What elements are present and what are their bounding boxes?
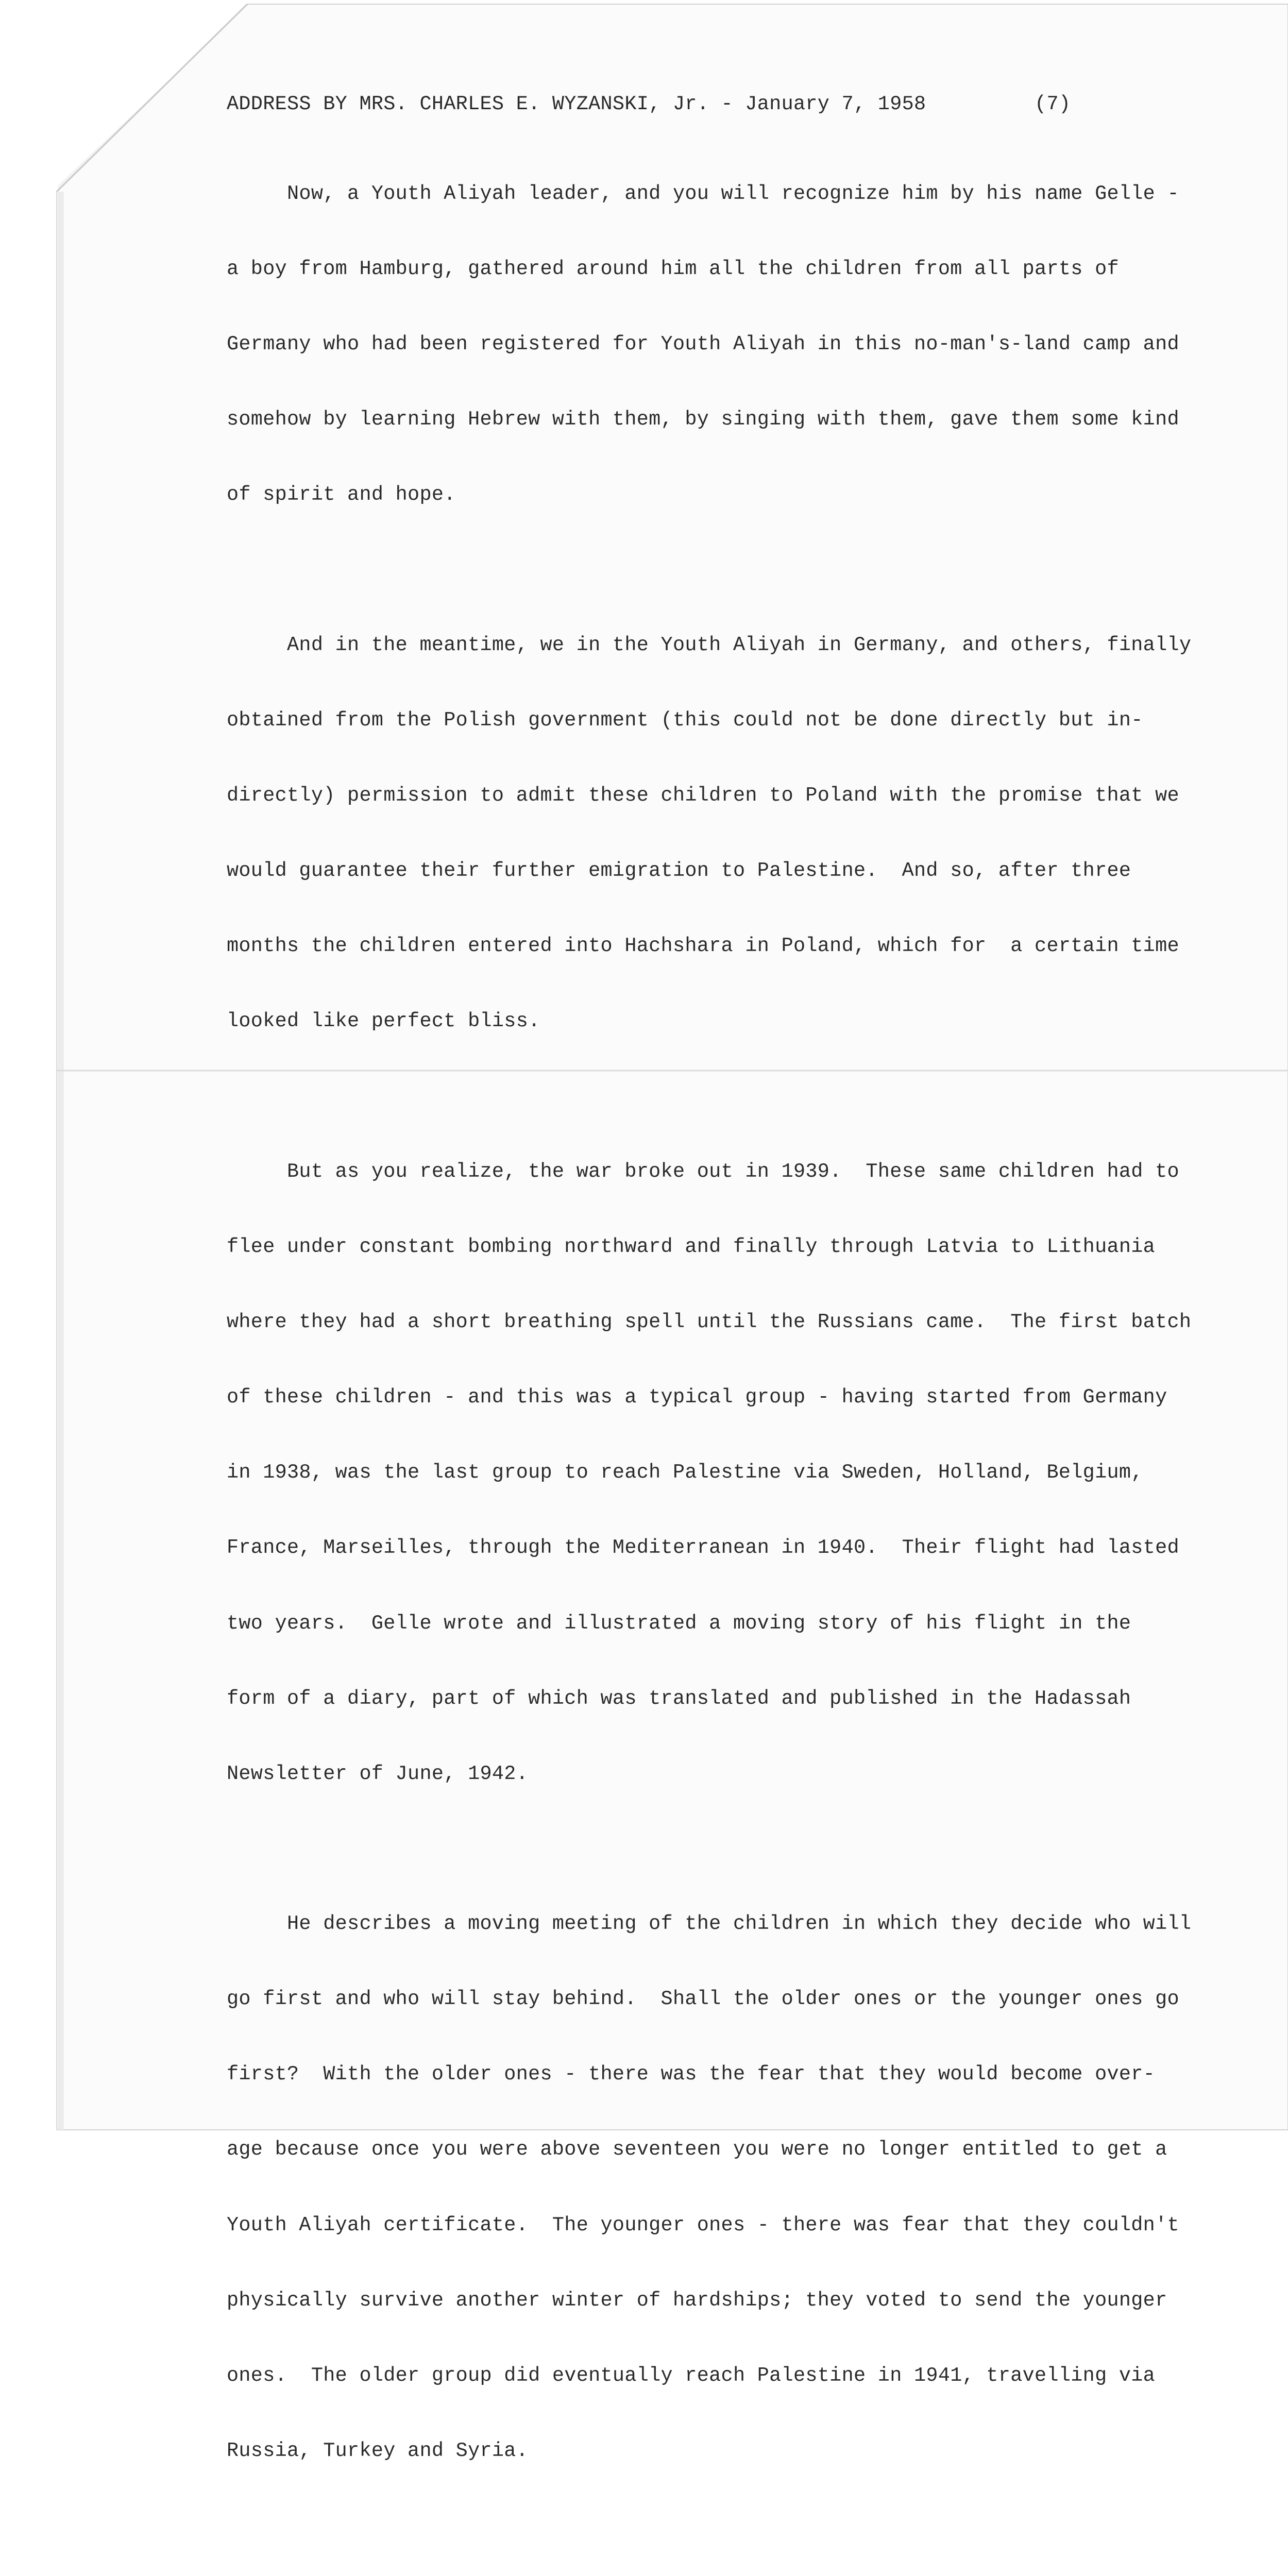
text-line: Russia, Turkey and Syria.: [227, 2439, 529, 2462]
text-line: Newsletter of June, 1942.: [227, 1762, 529, 1785]
text-line: go first and who will stay behind. Shall the older ones or the younger ones go: [227, 1988, 1179, 2011]
text-line: months the children entered into Hachshara in Poland, which for a certain time: [227, 935, 1179, 958]
text-line: Now, a Youth Aliyah leader, and you will recognize him by his name Gelle -: [227, 182, 1179, 206]
page-number: (7): [1035, 93, 1071, 115]
text-line: would guarantee their further emigration to Palestine. And so, after three: [227, 859, 1131, 883]
text-line: obtained from the Polish government (this could not be done directly but in-: [227, 709, 1143, 732]
header-title: ADDRESS BY MRS. CHARLES E. WYZANSKI, Jr. - January 7, 1958: [227, 93, 926, 115]
text-line: directly) permission to admit these children to Poland with the promise that we: [227, 784, 1179, 807]
paragraph-3: [227, 1109, 1267, 1837]
text-line: two years. Gelle wrote and illustrated a moving story of his flight in the: [227, 1612, 1131, 1635]
text-line: age because once you were above seventeen you were no longer entitled to get a: [227, 2138, 1167, 2161]
text-line: Germany who had been registered for Youth Aliyah in this no-man's-land camp and: [227, 333, 1179, 356]
paragraph-5: [227, 2538, 1267, 2576]
text-line: But as you realize, the war broke out in 1939. These same children had to: [227, 1160, 1179, 1183]
text-line: a boy from Hamburg, gathered around him all the children from all parts of: [227, 258, 1119, 281]
text-line: He describes a moving meeting of the children in which they decide who will: [227, 1912, 1192, 1936]
text-line: flee under constant bombing northward and finally through Latvia to Lithuania: [227, 1235, 1156, 1259]
text-line: ones. The older group did eventually reach Palestine in 1941, travelling via: [227, 2364, 1156, 2387]
typed-page: [227, 92, 1267, 2576]
text-line: of spirit and hope.: [227, 483, 456, 506]
text-line: France, Marseilles, through the Mediterranean in 1940. Their flight had lasted: [227, 1536, 1179, 1560]
text-line: physically survive another winter of hardships; they voted to send the younger: [227, 2289, 1167, 2312]
text-line: somehow by learning Hebrew with them, by singing with them, gave them some kind: [227, 408, 1179, 431]
text-line: of these children - and this was a typical group - having started from Germany: [227, 1386, 1167, 1409]
paragraph-1: [227, 131, 1267, 558]
text-line: And in the meantime, we in the Youth Aliyah in Germany, and others, finally: [227, 633, 1192, 656]
text-line: form of a diary, part of which was translated and published in the Hadassah: [227, 1687, 1131, 1710]
text-line: in 1938, was the last group to reach Palestine via Sweden, Holland, Belgium,: [227, 1461, 1143, 1484]
paragraph-2: [227, 583, 1267, 1084]
text-line: where they had a short breathing spell until the Russians came. The first batch: [227, 1311, 1192, 1334]
text-line: looked like perfect bliss.: [227, 1010, 540, 1033]
text-line: Youth Aliyah certificate. The younger ones - there was fear that they couldn't: [227, 2213, 1179, 2236]
text-line: first? With the older ones - there was the fear that they would become over-: [227, 2063, 1156, 2086]
paragraph-4: [227, 1861, 1267, 2514]
page-header: [227, 92, 1267, 117]
